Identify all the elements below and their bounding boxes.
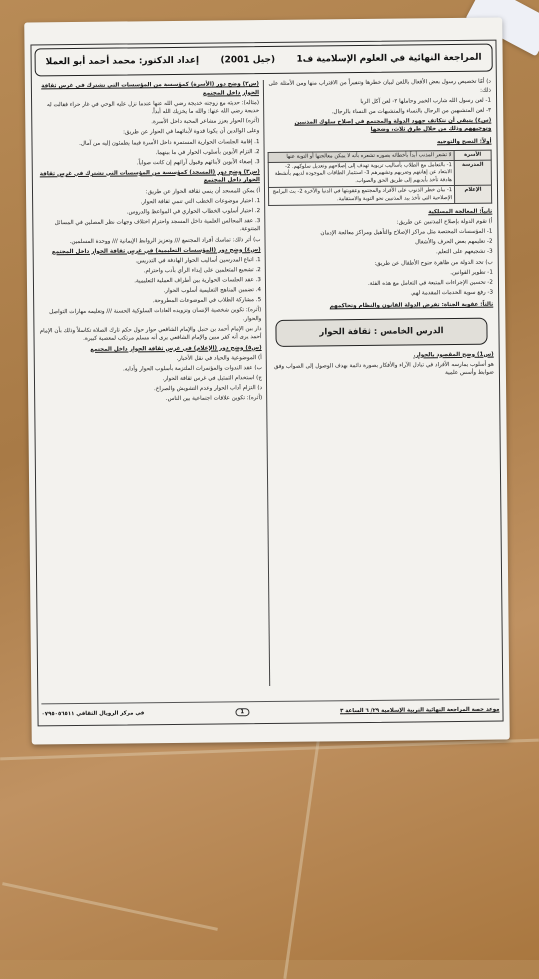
- footer-session-note: موعد حصة المراجعة النهائية التربية الإسلامية ٢٩/ ٦ الساعة ٣: [340, 706, 500, 715]
- list-item: 2. التزام الأبوين بأسلوب الحوار في ما بينهما.: [155, 148, 260, 156]
- table-cell: 1- بيان خطر الذنوب على الأفراد والمجتمع وعقوبتها في الدنيا والآخرة 2- بث البرامج الإصلاحية التي تأخذ بيد المذنبين نحو التوبة والاستقامة.: [268, 186, 454, 206]
- question-2: (س٢) وضح دور (الأسرة) كمؤسسة من المؤسسات التي تشترك في غرس ثقافة الحوار داخل المجتمع: [41, 81, 260, 97]
- lesson-title-box: الدرس الخامس : ثقافة الحوار: [275, 318, 487, 347]
- header-title: المراجعة النهائية في العلوم الإسلامية ف1: [296, 52, 482, 65]
- list-item: (أثره) الحوار يعزز مشاعر المحبة داخل الأسرة.: [151, 118, 260, 126]
- page-header: [35, 44, 493, 77]
- list-item: أ) يمكن للمسجد أن ينمي ثقافة الحوار عن طريق:: [145, 187, 261, 195]
- table-row: [268, 185, 491, 205]
- list-item: 3. عقد الجلسات الحوارية بين أطراف العملية التعليمية.: [134, 276, 261, 285]
- question-5: (س٥) وضح دور (الإعلام) في غرس ثقافة الحوار داخل المجتمع: [90, 344, 262, 353]
- list-item: 1- تطوير القوانين.: [450, 269, 493, 276]
- list-item: 3. إصغاء الأبوين لأبنائهم وقبول آرائهم إن كانت صواباً.: [136, 158, 260, 167]
- worksheet-page: [24, 18, 510, 745]
- list-item: 3. عقد المجالس العلمية داخل المسجد واحترام اختلاف وجهات نظر المصلين في المسائل المتنوعة.: [54, 217, 261, 233]
- right-column: [267, 78, 494, 382]
- header-generation: (جيل 2001): [220, 54, 276, 66]
- section-first: أولاً: النصح والتوجيه: [436, 138, 492, 146]
- table-category: الإعلام: [454, 185, 491, 203]
- list-item: 3- تشجيعهم على التعلم.: [436, 249, 493, 256]
- list-item: ج) استخدام التمثيل في غرس ثقافة الحوار.: [162, 374, 262, 382]
- list-item: 2- تعليمهم بعض الحرف والأشغال: [415, 239, 493, 246]
- list-item: (أثره): تكوين شخصية الإنسان وتزويده العادات السلوكية الحسنة /// وتعليمه مهارات التواصل والحوار.: [49, 307, 262, 322]
- table-cell: لا تشعر المذنب أبداً بأخطائه بصوره تشعره بأنه لا يمكن معالجتها أو التوبة عنها: [268, 150, 454, 162]
- header-author: إعداد الدكتور: محمد أحمد أبو العملا: [45, 55, 200, 68]
- list-item: 1. اختيار موضوعات الخطب التي تنمي ثقافة الحوار.: [140, 197, 261, 205]
- page-number: 1: [235, 708, 249, 716]
- answer-1: هو أسلوب يمارسه الأفراد في تبادل الآراء والأفكار بصورة دائمة بهدف الوصول إلى الصواب وفق ضوابط وأسس علمية: [274, 361, 494, 377]
- list-item: أ) الموضوعية والحياد في نقل الأخبار.: [176, 354, 262, 362]
- question-1: (س1) وضح المقصود بالحوار.: [413, 351, 494, 359]
- left-column: [35, 80, 262, 406]
- list-item: 2. اختيار أسلوب الخطاب الحواري في المواعظ والدروس.: [126, 207, 261, 216]
- list-item: 2- تحسين الإجراءات المتبعة في التعامل مع هذه الفئة.: [367, 279, 494, 287]
- list-item: 4. تضمين المناهج التعليمية أسلوب الحوار.: [163, 287, 262, 295]
- list-item: 1- المؤسسات المختصة مثل مراكز الإصلاح والتأهيل ومراكز معالجة الإدمان: [320, 228, 493, 237]
- list-item: د) التزام آداب الحوار وعدم التشويش والصراخ.: [153, 384, 263, 393]
- section-third: ثالثاً: عقوبة الجناة: تفرض الدولة القانون والنظام وتحاكمهم: [329, 302, 494, 310]
- list-item: 1. اتباع المدرسين أساليب الحوار الهادفة في التدريس.: [135, 256, 261, 265]
- table-category: المدرسة: [454, 160, 491, 186]
- table-row: [268, 160, 491, 188]
- list-item: (أثره): تكوين علاقات اجتماعية بين الناس.: [165, 395, 263, 403]
- footer-center-contact: في مركز الرويال الثقافي ٠٧٩٥٠٥٦٥١١: [41, 710, 145, 718]
- list-item: 1. إقامة الجلسات الحوارية المستمرة داخل الأسرة فيما يطمئون إليه من آمال.: [79, 138, 260, 147]
- question-3: (س٣) وضح دور (المسجد) كمؤسسة من المؤسسات التي تشترك في غرس ثقافة الحوار داخل المجتمع: [39, 168, 260, 185]
- intro-item: 1- لعن رسول الله شارب الخمر وحاملها ۲- لعن آكل الربا: [360, 97, 492, 105]
- table-cell: 1- بالتعامل مع الطلاب بأساليب تربوية تهدف إلى إصلاحهم وتعديل سلوكهم. 2- الابتعاد عن إهانتهم وضربهم وتشهيرهم 3- استثمار الطاقات الموجودة لديهم بأنشطة هادفة تأخذ بأيديهم إلى طريق الحق والصواب.: [268, 161, 454, 188]
- list-item: ب) أثر ذلك: تماسك أفراد المجتمع /// وتعزيز الروابط الإيمانية /// ووحدة المسلمين.: [69, 236, 261, 245]
- section-b-text: ب) تحد الدولة من ظاهرة جنوح الأطفال عن طريق:: [374, 259, 493, 267]
- table-category: الأسرة: [454, 150, 491, 161]
- question-4-left: (س٤) وضح دور (المؤسسات التعليمية) في غرس ثقافة الحوار داخل المجتمع: [51, 246, 261, 255]
- list-item: (مثاله): حديثه مع زوجته خديجة رضي الله عنها عندما نزل عليه الوحي في غار حراء فقالت له خديجة رضي الله عنها: والله ما يخزيك الله أبداً.: [47, 99, 260, 116]
- section-second: ثانياً: المعالجة المسلكية: [428, 208, 493, 216]
- example-text: دار بين الإمام أحمد بن حنبل والإمام الشافعي حوار حول حكم تارك الصلاة تكاسلاً وذلك بأن الإمام أحمد يرى أنه كفر مبين والإمام الشافعي يرى أنه مسلم مرتكب لمعصية كبيرة.: [39, 325, 262, 343]
- intro-question: د) أمّا تخصيص رسول بعض الأفعال باللعن لبيان خطرها وتنفيراً من الاقتراب منها ومن الأمثلة على ذلك:: [268, 78, 491, 94]
- question-4-right: (س٤) يتبقى أن نتكاتف جهود الدولة والمجتمع في إصلاح سلوك المذنبين وتوجيههم وذلك من خلال طرق ثلاث، وضحها: [294, 117, 492, 134]
- list-item: 5. مشاركة الطلاب في الموضوعات المطروحة.: [152, 297, 262, 305]
- list-item: 3- رفع سوية الخدمات المقدمة لهم.: [410, 289, 494, 297]
- guidance-table: [268, 149, 493, 206]
- intro-item: ۳- لعن المتشبهين من الرجال بالنساء والمتشبهات من النساء بالرجال.: [331, 107, 492, 116]
- section-a-text: أ) تقوم الدولة بإصلاح المذنبين عن طريق:: [396, 218, 493, 226]
- list-item: ب) عقد الندوات والمؤتمرات الملتزمة بأسلوب الحوار وأدابه.: [122, 364, 262, 373]
- list-item: وعلى الوالدين أن يكونا قدوة لأبنائهما في الحوار عن طريق:: [123, 128, 260, 136]
- list-item: 2. تشجيع المتعلمين على إبداء الرأي بأدب واحترام.: [143, 266, 261, 275]
